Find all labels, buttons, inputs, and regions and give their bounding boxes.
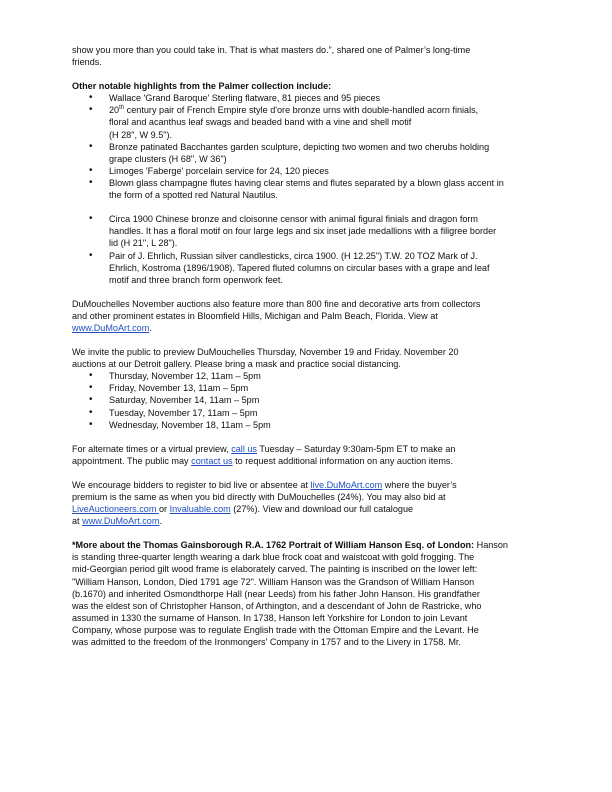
highlights-heading: Other notable highlights from the Palmer collection include:	[72, 81, 332, 92]
highlight-item-blank	[72, 201, 550, 213]
preview-paragraph: We invite the public to preview DuMouchelles Thursday, November 19 and Friday. November 20 auctions at our Detroit gallery. Please bring a mask and practice social distancing.	[72, 347, 459, 370]
contact-us-link[interactable]: contact us	[191, 455, 233, 466]
gainsborough-heading: *More about the Thomas Gainsborough R.A. 1762 Portrait of William Hanson Esq. of London:	[72, 540, 475, 551]
highlight-item: • Circa 1900 Chinese bronze and cloisonne censor with animal figural finials and dragon form handles. It has a floral motif on four large legs and six inset jade medallions with a filigree border lid (H 21", L 28").	[72, 213, 550, 249]
bidders-paragraph: We encourage bidders to register to bid live or absentee at live.DuMoArt.com where the buyer’s premium is the same as when you bid directly with DuMouchelles (24%). You may also bid at LiveAuctioneers.com or Invaluable.com (27%). View and download our full catalogue at www.DuMoArt.com.	[72, 479, 457, 527]
highlight-item: • Pair of J. Ehrlich, Russian silver candlesticks, circa 1900. (H 12.25") T.W. 20 TOZ Mark of J. Ehrlich, Kostroma (1896/1908). Tapered fluted columns on circular bases with a grape and leaf motif and three branch form openwork feet.	[72, 250, 550, 286]
preview-date-item: • Thursday, November 12, 11am – 5pm	[72, 370, 550, 382]
highlight-item: • 20th century pair of French Empire style d'ore bronze urns with double-handled acorn finials, floral and acanthus leaf swags and beaded band with a vine and shell motif (H 28", W 9.5").	[72, 104, 550, 140]
dumoart-link[interactable]: www.DuMoArt.com	[72, 322, 150, 333]
preview-dates-list	[72, 370, 550, 430]
document-page	[72, 44, 550, 648]
dumoart-catalogue-link[interactable]: www.DuMoArt.com	[82, 516, 160, 527]
preview-date-item: • Tuesday, November 17, 11am – 5pm	[72, 407, 550, 419]
highlight-item: • Wallace 'Grand Baroque' Sterling flatware, 81 pieces and 95 pieces	[72, 92, 550, 104]
gainsborough-paragraph: *More about the Thomas Gainsborough R.A. 1762 Portrait of William Hanson Esq. of London: Hanson is standing three-quarter length wearing a dark blue frock coat and waistcoat with gold frogging. The mid-Georgian period gilt wood frame is elaborately carved. The painting is inscribed on the lower left: "William Hanson, London, Died 1791 age 72". William Hanson was the Grandson of William Hanson (b.1670) and inherited Osmondthorpe Hall (near Leeds) from his father John Hanson. His grandfather was the eldest son of Christopher Hanson, of Arthington, and a descendant of John de Rastricke, who assumed in 1330 the surname of Hanson. In 1738, Hanson left Yorkshire for London to join Levant Company, whose purpose was to regulate English trade with the Ottoman Empire and the Levant. He was admitted to the freedom of the Ironmongers' Company in 1757 and to the Livery in 1758. Mr.	[72, 540, 508, 648]
alternate-paragraph: For alternate times or a virtual preview, call us Tuesday – Saturday 9:30am-5pm ET to make an appointment. The public may contact us to request additional information on any auction items.	[72, 443, 456, 466]
preview-date-item: • Friday, November 13, 11am – 5pm	[72, 382, 550, 394]
intro-paragraph	[72, 44, 550, 68]
live-dumoart-link[interactable]: live.DuMoArt.com	[310, 479, 383, 490]
highlight-item: • Bronze patinated Bacchantes garden sculpture, depicting two women and two cherubs holding grape clusters (H 68", W 36")	[72, 141, 550, 165]
intro-line-2: friends.	[72, 57, 102, 68]
preview-date-item: • Saturday, November 14, 11am – 5pm	[72, 394, 550, 406]
highlight-item: • Limoges 'Faberge' porcelain service for 24, 120 pieces	[72, 165, 550, 177]
highlight-item: • Blown glass champagne flutes having clear stems and flutes separated by a blown glass accent in the form of a spotted red Natural Nautilus.	[72, 177, 550, 201]
liveauctioneers-link[interactable]: LiveAuctioneers.com	[72, 504, 159, 515]
call-us-link[interactable]: call us	[231, 443, 257, 454]
highlights-list	[72, 92, 550, 286]
november-paragraph: DuMouchelles November auctions also feature more than 800 fine and decorative arts from collectors and other prominent estates in Bloomfield Hills, Michigan and Palm Beach, Florida. View at www.DuMoArt.com.	[72, 298, 481, 333]
invaluable-link[interactable]: Invaluable.com	[169, 504, 231, 515]
preview-date-item: • Wednesday, November 18, 11am – 5pm	[72, 419, 550, 431]
intro-line-1: show you more than you could take in. That is what masters do.”, shared one of Palmer’s long-time	[72, 45, 471, 55]
